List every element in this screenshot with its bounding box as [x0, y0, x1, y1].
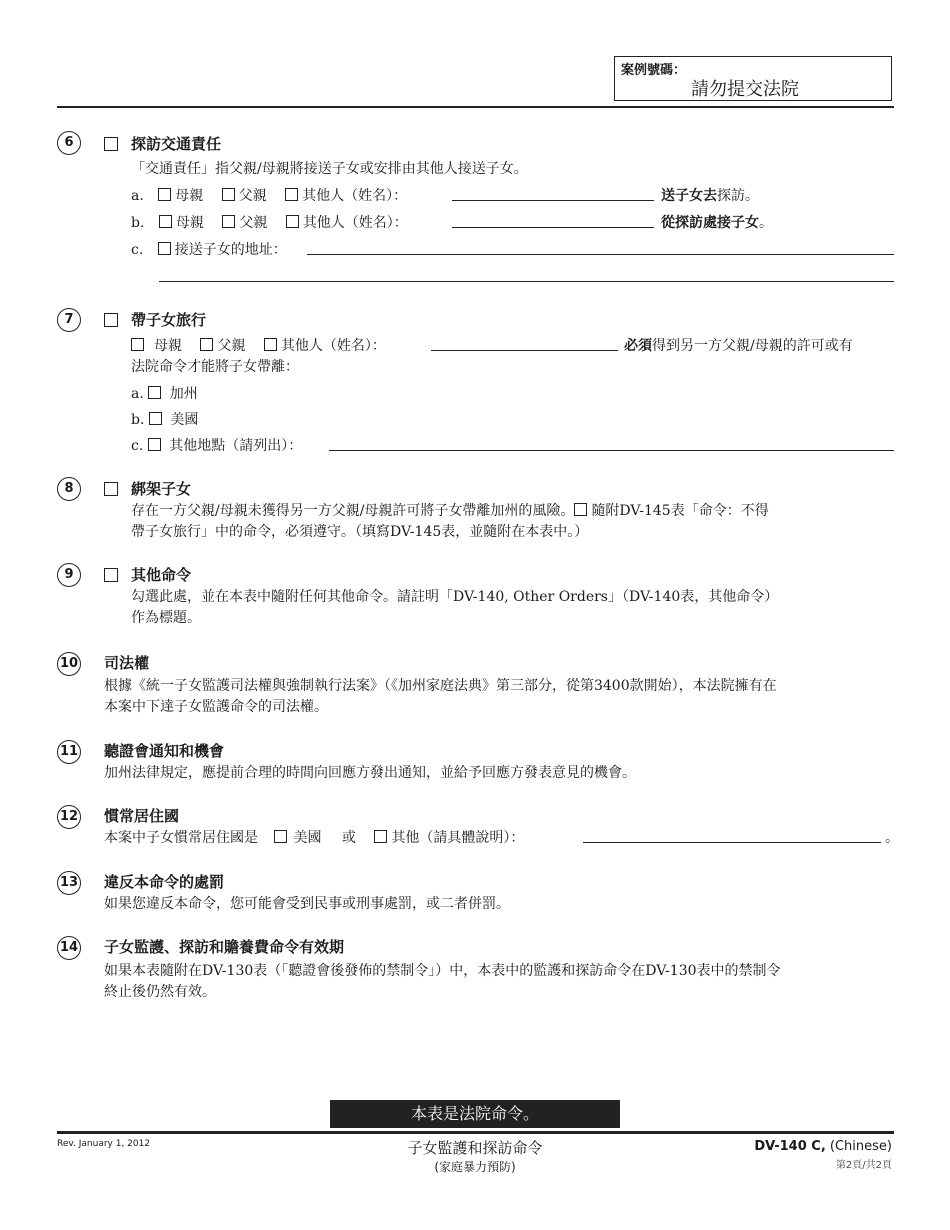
- section-8-line1-a: 存在一方父親/母親未獲得另一方父親/母親許可將子女帶離加州的風險。: [131, 503, 575, 519]
- section-6b-row: [131, 212, 408, 232]
- section-8-checkbox[interactable]: [104, 482, 118, 496]
- section-7a-checkbox[interactable]: [148, 386, 161, 399]
- section-13-line1: 如果您違反本命令，您可能會受到民事或刑事處罰，或二者併罰。: [104, 896, 510, 912]
- footer-title-block: [330, 1137, 620, 1175]
- section-14-line2: 終止後仍然有效。: [104, 984, 216, 1000]
- section-9-line2: 作為標題。: [131, 610, 201, 626]
- section-8-line1: [131, 500, 769, 520]
- section-8-number: 8: [57, 477, 81, 501]
- section-12-usa-checkbox[interactable]: [274, 830, 287, 843]
- section-7c-row: [131, 435, 302, 455]
- section-12-prefix: 本案中子女慣常居住國是: [104, 830, 258, 846]
- section-7-must-bold: 必須: [624, 338, 652, 354]
- section-6a-mother-label: 母親: [175, 188, 204, 204]
- section-7-mother-checkbox[interactable]: [131, 338, 144, 351]
- section-7c-location-field[interactable]: [329, 450, 894, 451]
- section-7c-label: 其他地點（請列出）：: [169, 438, 303, 454]
- section-6b-suffix: [661, 212, 773, 232]
- section-10-line2: 本案中下達子女監護命令的司法權。: [104, 699, 328, 715]
- section-13-number: 13: [57, 871, 81, 895]
- section-6a-father-label: 父親: [238, 188, 267, 204]
- section-6b-suffix-rest: 。: [759, 215, 773, 231]
- section-6b-other-checkbox[interactable]: [286, 215, 299, 228]
- section-7b-letter: b.: [131, 412, 145, 428]
- case-number-value: 請勿提交法院: [691, 79, 799, 100]
- section-7a-letter: a.: [131, 386, 144, 402]
- section-6b-mother-label: 母親: [175, 215, 204, 231]
- section-7c-checkbox[interactable]: [148, 438, 161, 451]
- section-6b-letter: b.: [131, 215, 145, 231]
- section-12-other-label: 其他（請具體說明）：: [391, 830, 525, 846]
- section-6c-address-field[interactable]: [307, 254, 894, 255]
- section-6c-letter: c.: [131, 242, 144, 258]
- section-7b-row: [131, 409, 198, 429]
- form-id-block: [754, 1139, 892, 1171]
- section-6-checkbox[interactable]: [104, 137, 118, 151]
- section-7-must-rest: 得到另一方父親/母親的許可或有: [652, 338, 853, 354]
- section-6b-mother-checkbox[interactable]: [159, 215, 172, 228]
- footer-rule: [57, 1131, 894, 1134]
- section-6-number: 6: [57, 131, 81, 155]
- section-6a-suffix-rest: 探訪。: [717, 188, 759, 204]
- section-7-must-text: [624, 335, 853, 355]
- section-14-title: 子女監護、探訪和贍養費命令有效期: [104, 938, 345, 956]
- section-7-other-label: 其他人（姓名）：: [280, 338, 386, 354]
- section-8-line1-b: 隨附DV-145表「命令：不得: [591, 503, 769, 519]
- section-12-number: 12: [57, 805, 81, 829]
- section-7-father-label: 父親: [217, 338, 246, 354]
- section-6a-name-field[interactable]: [452, 200, 654, 201]
- section-6a-other-checkbox[interactable]: [285, 188, 298, 201]
- section-7-other-checkbox[interactable]: [264, 338, 277, 351]
- section-6a-suffix-bold: 送子女去: [661, 188, 717, 204]
- section-7a-label: 加州: [169, 386, 198, 402]
- section-8-title: 綁架子女: [131, 480, 192, 498]
- section-13-title: 違反本命令的處罰: [104, 873, 225, 891]
- section-6a-row: [131, 185, 407, 205]
- section-7b-label: 美國: [170, 412, 199, 428]
- section-6c-row: [131, 239, 287, 259]
- section-12-end: 。: [885, 830, 899, 846]
- section-10-title: 司法權: [104, 654, 150, 672]
- section-6a-father-checkbox[interactable]: [222, 188, 235, 201]
- section-7-checkbox[interactable]: [104, 313, 118, 327]
- section-9-title: 其他命令: [131, 566, 192, 584]
- section-9-line1: 勾選此處，並在本表中隨附任何其他命令。請註明「DV-140, Other Orders」（DV-140表，其他命令）: [131, 589, 779, 605]
- section-12-or: 或: [341, 830, 356, 846]
- form-id: DV-140 C,: [754, 1139, 826, 1154]
- section-12-row: [104, 827, 524, 847]
- section-14-number: 14: [57, 936, 81, 960]
- section-7-name-field[interactable]: [431, 350, 618, 351]
- court-order-banner: 本表是法院命令。: [330, 1100, 620, 1128]
- section-11-title: 聽證會通知和機會: [104, 742, 225, 760]
- section-6c-address-field-2[interactable]: [159, 281, 894, 282]
- section-8-attached-checkbox[interactable]: [574, 503, 587, 516]
- section-6a-suffix: [661, 185, 759, 205]
- section-6b-father-checkbox[interactable]: [222, 215, 235, 228]
- case-number-box: [614, 56, 892, 101]
- section-12-other-checkbox[interactable]: [374, 830, 387, 843]
- form-subtitle: (家庭暴力預防): [434, 1160, 516, 1174]
- section-7c-letter: c.: [131, 438, 144, 454]
- section-7a-row: [131, 383, 198, 403]
- section-12-usa-label: 美國: [293, 830, 322, 846]
- section-6-title: 探訪交通責任: [131, 135, 222, 153]
- section-7b-checkbox[interactable]: [149, 412, 162, 425]
- section-6b-name-field[interactable]: [452, 227, 654, 228]
- header-rule: [57, 106, 894, 108]
- section-7-line2: 法院命令才能將子女帶離：: [131, 359, 299, 375]
- section-9-checkbox[interactable]: [104, 568, 118, 582]
- case-number-label: 案例號碼：: [621, 63, 687, 78]
- section-6c-address-label: 接送子女的地址：: [174, 242, 287, 258]
- section-6c-address-checkbox[interactable]: [158, 242, 171, 255]
- section-10-number: 10: [57, 652, 81, 676]
- section-10-line1: 根據《統一子女監護司法權與強制執行法案》（《加州家庭法典》第三部分，從第3400款開始），本法院擁有在: [104, 678, 777, 694]
- section-14-line1: 如果本表隨附在DV-130表（「聽證會後發佈的禁制令」）中，本表中的監護和探訪命令在DV-130表中的禁制令: [104, 963, 781, 979]
- section-6a-letter: a.: [131, 188, 144, 204]
- section-6b-father-label: 父親: [239, 215, 268, 231]
- section-6b-other-label: 其他人（姓名）：: [302, 215, 408, 231]
- revision-date: Rev. January 1, 2012: [57, 1139, 151, 1149]
- section-6a-other-label: 其他人（姓名）：: [302, 188, 408, 204]
- section-11-line1: 加州法律規定，應提前合理的時間向回應方發出通知，並給予回應方發表意見的機會。: [104, 765, 636, 781]
- section-6a-mother-checkbox[interactable]: [158, 188, 171, 201]
- section-7-parties-row: [131, 335, 386, 355]
- section-12-title: 慣常居住國: [104, 807, 180, 825]
- page-number: 第2頁/共2頁: [835, 1160, 892, 1171]
- section-11-number: 11: [57, 740, 81, 764]
- section-12-other-field[interactable]: [583, 842, 881, 843]
- section-7-title: 帶子女旅行: [131, 311, 207, 329]
- section-7-father-checkbox[interactable]: [200, 338, 213, 351]
- form-title: 子女監護和探訪命令: [407, 1139, 543, 1157]
- section-8-line2: 帶子女旅行」中的命令，必須遵守。（填寫DV-145表，並隨附在本表中。）: [131, 524, 589, 540]
- section-9-number: 9: [57, 563, 81, 587]
- section-7-number: 7: [57, 308, 81, 332]
- section-6-intro: 「交通責任」指父親/母親將接送子女或安排由其他人接送子女。: [131, 161, 528, 177]
- section-6b-suffix-bold: 從探訪處接子女: [661, 215, 759, 231]
- form-language: (Chinese): [829, 1139, 892, 1154]
- section-7-mother-label: 母親: [154, 338, 182, 354]
